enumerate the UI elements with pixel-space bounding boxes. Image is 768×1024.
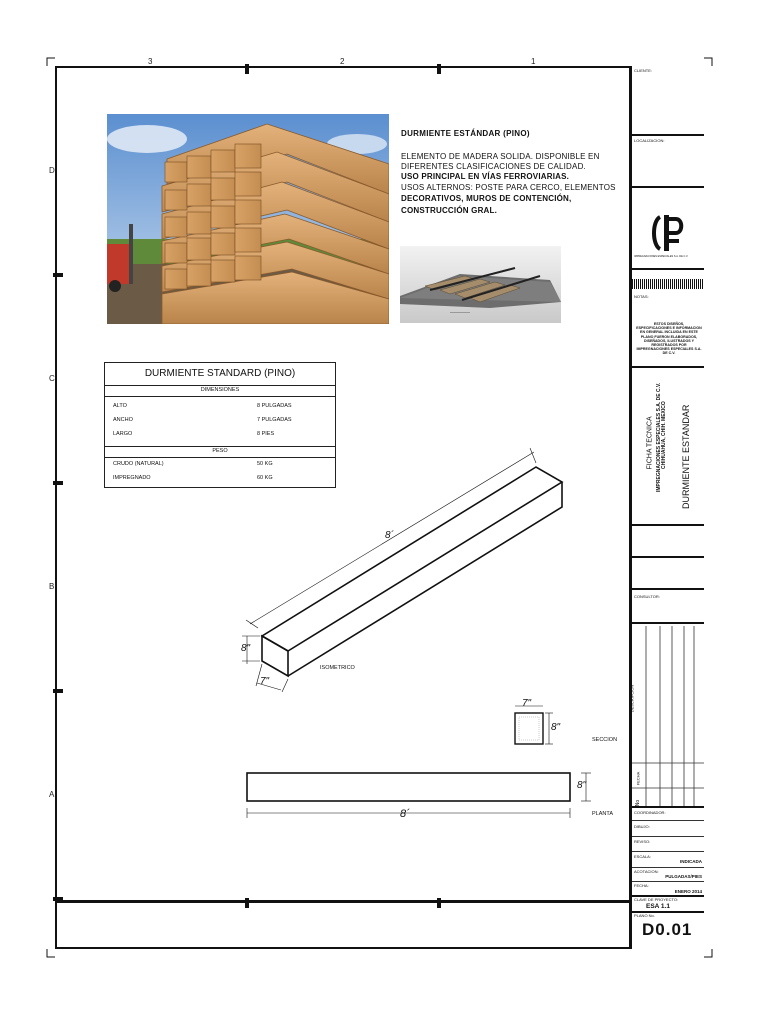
- revision-date-header: FECHA: [635, 771, 641, 786]
- project-key-label: CLAVE DE PROYECTO:: [634, 897, 679, 902]
- dimension-label: LARGO: [113, 431, 133, 437]
- iso-height-dim: 8": [241, 643, 251, 654]
- date-value: ENERO 2014: [674, 889, 702, 894]
- divider: [632, 524, 704, 526]
- bottom-band-line: [55, 900, 631, 903]
- divider: [632, 806, 704, 808]
- description-line: USO PRINCIPAL EN VÍAS FERROVIARIAS.: [401, 172, 570, 181]
- reviewed-label: REVISO:: [634, 839, 651, 844]
- units-label: ACOTACION:: [634, 869, 659, 874]
- column-number: 2: [340, 57, 345, 66]
- logo-caption: IMPREGNACIONES ESPECIALES S.A. DE C.V.: [634, 255, 689, 258]
- revision-description-header: DESCRIPCION: [629, 684, 635, 713]
- weight-label: CRUDO (NATURAL): [113, 461, 164, 467]
- plan-label: PLANTA: [592, 811, 613, 817]
- company-logo: [650, 213, 686, 253]
- description-title: DURMIENTE ESTÁNDAR (PINO): [401, 129, 530, 138]
- divider: [632, 881, 704, 882]
- client-label: CLIENTE:: [634, 68, 653, 73]
- divider: [632, 556, 704, 558]
- dimension-label: ALTO: [113, 403, 127, 409]
- company-city: CHIHUAHUA, CHIH. MEXICO: [661, 401, 667, 469]
- section-label: SECCION: [592, 737, 618, 743]
- divider: [632, 588, 704, 590]
- description-line: CONSTRUCCIÓN GRAL.: [401, 206, 498, 215]
- drawn-label: DIBUJO:: [634, 824, 650, 829]
- plan-height-dim: 8": [577, 780, 587, 791]
- description-line: DIFERENTES CLASIFICACIONES DE CALIDAD.: [401, 162, 586, 171]
- dimension-value: 7 PULGADAS: [257, 417, 292, 423]
- sheet-no-value: D0.01: [642, 920, 693, 939]
- notes-label: NOTAS:: [634, 294, 649, 299]
- divider: [632, 820, 704, 821]
- weight-value: 50 KG: [257, 461, 273, 467]
- iso-label: ISOMETRICO: [320, 665, 355, 671]
- divider: [632, 867, 704, 868]
- isometric-beam: [262, 467, 562, 676]
- row-letter: B: [49, 582, 55, 591]
- dimensions-header: DIMENSIONES: [200, 387, 240, 393]
- ficha-tecnica-label: FICHA TECNICA: [646, 416, 654, 470]
- weight-label: IMPREGNADO: [113, 475, 151, 481]
- column-number: 3: [148, 57, 153, 66]
- project-key-value: ESA 1.1: [646, 903, 670, 910]
- row-letter: A: [49, 790, 55, 799]
- description-line: USOS ALTERNOS: POSTE PARA CERCO, ELEMENTOS: [401, 183, 616, 192]
- product-name: DURMIENTE ESTANDAR: [681, 404, 691, 509]
- location-label: LOCALIZACION:: [634, 138, 665, 143]
- revision-no-header: No: [635, 799, 642, 807]
- row-letter: C: [49, 374, 55, 383]
- dimension-label: ANCHO: [113, 417, 133, 423]
- divider: [632, 836, 704, 837]
- date-label: FECHA:: [634, 883, 649, 888]
- iso-width-dim: 7": [260, 676, 270, 687]
- plan-view: [247, 773, 591, 818]
- notes-text: ESTOS DISEÑOS, ESPECIFICACIONES E INFORMACION EN GENERAL INCLUIDA EN ESTE PLANO FUERON ELABORADOS, DISEÑADOS, ILUSTRADOS Y REGISTRADOS POR IMPREGNACIONES ESPECIALES S.A. DE C.V.: [636, 322, 702, 356]
- hatch-band: [632, 279, 704, 289]
- scale-value: INDICADA: [680, 859, 702, 864]
- row-letter: D: [49, 166, 55, 175]
- column-number: 1: [531, 57, 536, 66]
- divider: [632, 622, 704, 624]
- coordinator-label: COORDINADOR:: [634, 810, 666, 815]
- title-block: [629, 66, 704, 949]
- divider: [632, 851, 704, 852]
- divider: [632, 268, 704, 270]
- consultant-label: CONSULTOR:: [634, 594, 660, 599]
- weight-value: 60 KG: [257, 475, 273, 481]
- scale-label: ESCALA:: [634, 854, 651, 859]
- divider: [632, 134, 704, 136]
- weight-header: PESO: [212, 448, 228, 454]
- revision-grid: [632, 626, 704, 806]
- plan-length-dim: 8´: [400, 808, 410, 820]
- company-name: IMPREGNACIONES ESPECIALES S.A. DE C.V.: [656, 382, 662, 492]
- dimension-value: 8 PIES: [257, 431, 275, 437]
- divider: [632, 186, 704, 188]
- sheet-no-label: PLANO No.: [634, 913, 655, 918]
- section-width-dim: 7": [522, 698, 532, 709]
- spec-table-title: DURMIENTE STANDARD (PINO): [105, 363, 335, 386]
- section-view: [515, 706, 553, 744]
- units-value: PULGADAS/PIES: [665, 874, 702, 879]
- iso-length-dim: 8´: [385, 530, 394, 541]
- divider: [632, 366, 704, 368]
- section-height-dim: 8": [551, 722, 561, 733]
- description-line: DECORATIVOS, MUROS DE CONTENCIÓN,: [401, 194, 572, 203]
- dimension-value: 8 PULGADAS: [257, 403, 292, 409]
- description-line: ELEMENTO DE MADERA SOLIDA. DISPONIBLE EN: [401, 152, 600, 161]
